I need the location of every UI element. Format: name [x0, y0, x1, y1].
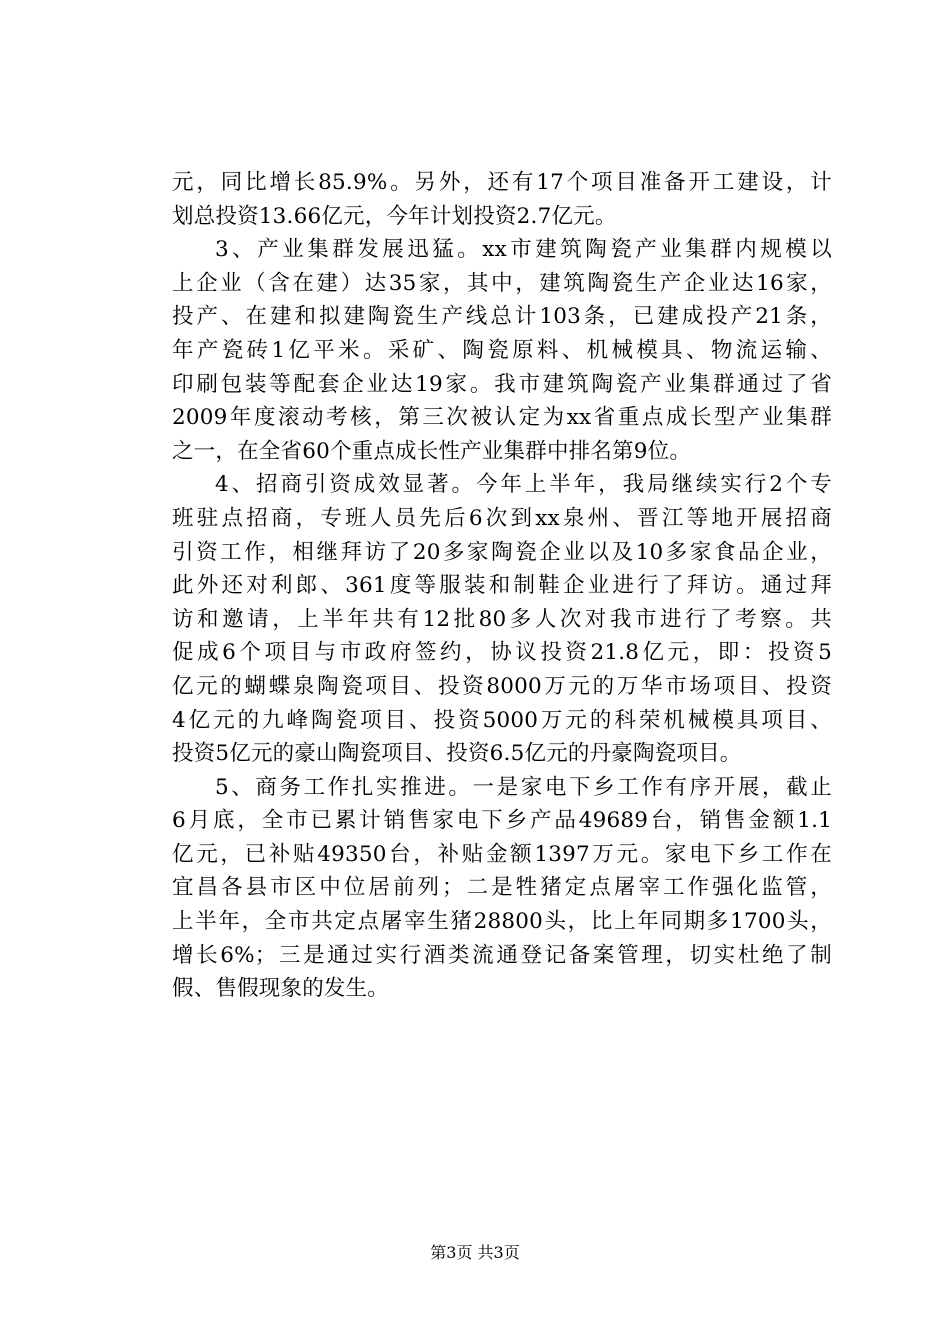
text-line: 上半年，全市共定点屠宰生猪28800头，比上年同期多1700头，: [172, 909, 832, 935]
text-line: 4、招商引资成效显著。今年上半年，我局继续实行2个专: [215, 472, 832, 498]
text-line: 促成6个项目与市政府签约，协议投资21.8亿元，即：投资5: [172, 640, 832, 666]
text-line: 班驻点招商，专班人员先后6次到xx泉州、晋江等地开展招商: [172, 505, 832, 531]
text-line: 3、产业集群发展迅猛。xx市建筑陶瓷产业集群内规模以: [215, 237, 832, 263]
text-line: 投资5亿元的豪山陶瓷项目、投资6.5亿元的丹豪陶瓷项目。: [172, 741, 742, 767]
text-line: 上企业（含在建）达35家，其中，建筑陶瓷生产企业达16家，: [172, 270, 832, 296]
text-line: 之一，在全省60个重点成长性产业集群中排名第9位。: [172, 438, 692, 464]
text-line: 印刷包装等配套企业达19家。我市建筑陶瓷产业集群通过了省: [172, 371, 832, 397]
text-line: 投产、在建和拟建陶瓷生产线总计103条，已建成投产21条，: [172, 304, 832, 330]
text-line: 5、商务工作扎实推进。一是家电下乡工作有序开展，截止: [215, 774, 832, 800]
text-line: 引资工作，相继拜访了20多家陶瓷企业以及10多家食品企业，: [172, 539, 832, 565]
text-line: 宜昌各县市区中位居前列；二是牲猪定点屠宰工作强化监管，: [172, 875, 832, 901]
text-line: 划总投资13.66亿元，今年计划投资2.7亿元。: [172, 203, 617, 229]
text-line: 访和邀请，上半年共有12批80多人次对我市进行了考察。共: [172, 606, 832, 632]
text-line: 此外还对利郎、361度等服装和制鞋企业进行了拜访。通过拜: [172, 573, 832, 599]
text-line: 亿元的蝴蝶泉陶瓷项目、投资8000万元的万华市场项目、投资: [172, 673, 832, 699]
paragraph-investment: [172, 468, 832, 770]
text-line: 元，同比增长85.9%。另外，还有17个项目准备开工建设，计: [172, 170, 832, 195]
text-line: 6月底，全市已累计销售家电下乡产品49689台，销售金额1.1: [172, 808, 832, 834]
text-line: 2009年度滚动考核，第三次被认定为xx省重点成长型产业集群: [172, 405, 832, 431]
paragraph-commerce: [172, 771, 832, 1006]
paragraph-continuation: [172, 166, 832, 233]
text-line: 假、售假现象的发生。: [172, 976, 390, 1002]
text-line: 年产瓷砖1亿平米。采矿、陶瓷原料、机械模具、物流运输、: [172, 337, 832, 363]
text-line: 增长6%；三是通过实行酒类流通登记备案管理，切实杜绝了制: [172, 942, 832, 968]
document-body: [172, 166, 832, 1006]
paragraph-industry-cluster: [172, 233, 832, 468]
text-line: 4亿元的九峰陶瓷项目、投资5000万元的科荣机械模具项目、: [172, 707, 832, 733]
page-footer: 第3页 共3页: [430, 1243, 520, 1262]
text-line: 亿元，已补贴49350台，补贴金额1397万元。家电下乡工作在: [172, 841, 832, 867]
